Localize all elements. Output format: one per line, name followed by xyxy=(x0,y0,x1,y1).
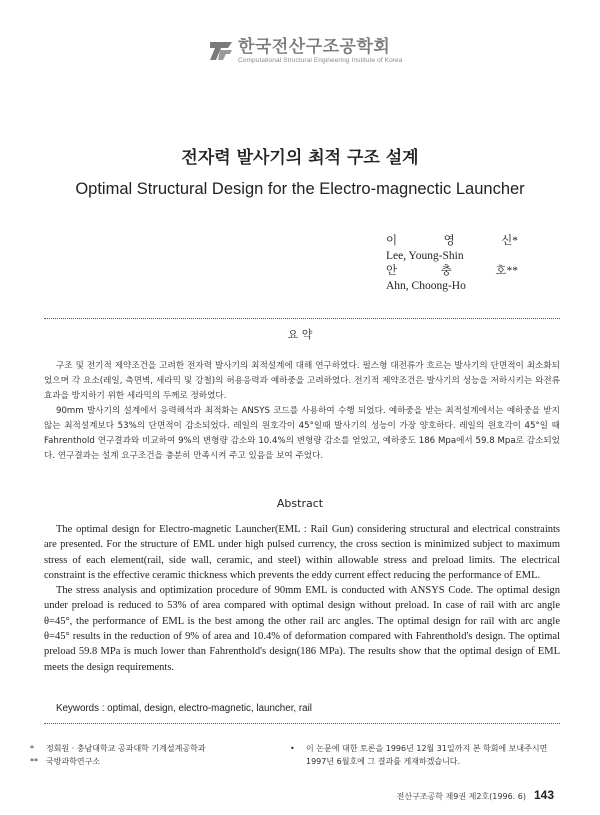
author-block xyxy=(386,234,526,294)
footnote: * 정회원 · 충남대학교 공과대학 기계설계공학과 xyxy=(30,744,206,753)
abstract-heading: Abstract xyxy=(276,497,324,510)
paper-title-english: Optimal Structural Design for the Electro-magnectic Launcher xyxy=(75,180,525,198)
page-footer xyxy=(397,788,554,802)
author-korean-name: 이 영 신* xyxy=(386,235,518,247)
society-logo-icon xyxy=(208,38,234,64)
english-abstract xyxy=(44,522,560,675)
footnote: ** 국방과학연구소 xyxy=(30,757,101,766)
keywords: Keywords : optimal, design, electro-magnetic, launcher, rail xyxy=(56,703,312,714)
korean-abstract xyxy=(44,359,560,464)
affiliation-footnotes xyxy=(30,742,280,768)
page-number: 143 xyxy=(533,788,554,802)
author-english-name: Ahn, Choong-Ho xyxy=(386,280,466,292)
korean-abstract-heading: 요 약 xyxy=(287,328,313,341)
korean-abstract-paragraph: 90mm 발사기의 설계에서 응력해석과 최적화는 ANSYS 코드를 사용하여 수행 되었다. 예하중을 받는 최적설계에서는 예하중을 받지 않는 최적설계보다 53%의 단면적이 감소되었다. 레일의 원호각이 45°일때 발사기의 성능이 가장 양호하다. 레일의 원호각이 45°일 때 Fahrenthold 연구결과와 비교하여 9%의 변형량 감소와 10.4%의 변형량 감소를 얻었고, 예하중도 186 Mpa에서 59.8 Mpa로 감소되었다. 연구결과는 설계 요구조건을 충분히 만족시켜 주고 있음을 보여 주었다. xyxy=(44,406,560,461)
author-english-name: Lee, Young-Shin xyxy=(386,250,464,262)
author-korean-name: 안 충 호** xyxy=(386,265,518,277)
discussion-footnote: • 이 논문에 대한 토론을 1996년 12월 31일까지 본 학회에 보내주시면 1997년 6월호에 그 결과를 게재하겠습니다. xyxy=(290,744,548,766)
journal-citation: 전산구조공학 제9권 제2호(1996. 6) xyxy=(396,792,526,801)
paper-title-korean: 전자력 발사기의 최적 구조 설계 xyxy=(181,148,419,168)
society-name-english: Computational Structural Engineering Institute of Korea xyxy=(238,57,403,64)
abstract-paragraph: The optimal design for Electro-magnetic Launcher(EML : Rail Gun) considering structural and electrical constraints are presented. For the structure of EML under high pulsed currency, the cross section is minimized subject to maximum stress of each element(rail, side wall, ceramic, and steel) within allowable stress and preload limits. The electrical constraint is the effective ceramic thickness which prevents the eddy current effect reducing the performance of EML. xyxy=(44,524,560,581)
abstract-paragraph: The stress analysis and optimization procedure of 90mm EML is conducted with ANSYS Code. The optimal design under preload is reduced to 53% of area compared with optimal design without preload. In case of rail with arc angle θ=45°, the performance of EML is the best among the other rail arc angles. The optimal design for rail with arc angle θ=45° results in the reduction of 9% of area and 10.4% of deformation compared with Fahrenthold's design. The optimal preload 59.8 MPa is much lower than Fahrenthold's design(186 MPa). The results show that the optimal design of EML meets the design requirements. xyxy=(44,585,560,673)
society-logo xyxy=(208,38,402,65)
korean-abstract-paragraph: 구조 및 전기적 제약조건을 고려한 전자력 발사기의 최적설계에 대해 연구하였다. 펄스형 대전류가 흐르는 발사기의 단면적이 최소화되었으며 각 요소(레일, 측면벽, 세라믹 및 강철)의 허용응력과 예하중을 고려하였다. 전기적 제약조건은 발사기의 성능을 저하시키는 와전류 효과을 방지하기 위한 세라믹의 두께로 정하였다. xyxy=(44,361,560,401)
society-name: 한국전산구조공학회 xyxy=(238,37,391,57)
divider xyxy=(44,318,560,319)
divider xyxy=(44,723,560,724)
